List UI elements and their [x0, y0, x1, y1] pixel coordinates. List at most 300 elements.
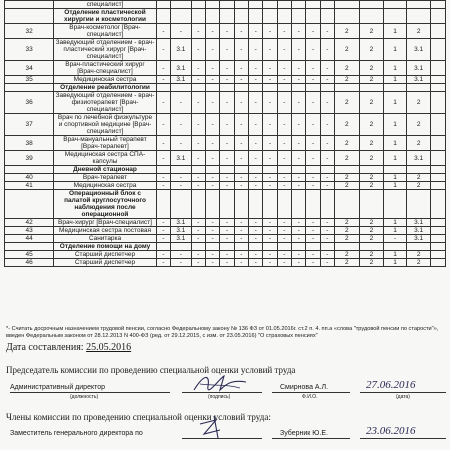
table-cell [191, 190, 205, 219]
table-cell: - [220, 136, 234, 151]
table-cell: - [277, 114, 291, 136]
table-cell: - [292, 114, 306, 136]
table-cell: - [277, 39, 291, 61]
table-cell: - [263, 219, 277, 227]
table-row [5, 182, 446, 190]
table-cell: - [248, 219, 262, 227]
table-cell [220, 9, 234, 24]
table-cell: - [384, 235, 407, 243]
table-cell [431, 235, 446, 243]
row-number: 44 [5, 235, 54, 243]
table-cell: 2 [406, 24, 431, 39]
position-name: Операционный блок с палатой круглосуточного наблюдения после операционной [54, 190, 157, 219]
table-row [5, 251, 446, 259]
table-cell: 2 [359, 114, 384, 136]
section-row [5, 9, 446, 24]
compilation-date [6, 342, 131, 353]
table-cell [191, 9, 205, 24]
table-cell: - [171, 24, 192, 39]
table-cell [384, 1, 407, 9]
position-name: Врач-хирург [Врач-специалист] [54, 219, 157, 227]
table-cell: - [248, 235, 262, 243]
table-cell: - [320, 219, 334, 227]
table-cell [277, 166, 291, 174]
table-cell: - [306, 61, 320, 76]
table-cell [220, 1, 234, 9]
table-row [5, 259, 446, 267]
table-cell: 1 [384, 174, 407, 182]
table-cell: - [234, 235, 248, 243]
table-cell: - [205, 219, 219, 227]
table-cell: - [220, 61, 234, 76]
table-cell [292, 166, 306, 174]
table-cell: - [248, 61, 262, 76]
table-cell: - [292, 251, 306, 259]
table-cell: - [306, 24, 320, 39]
table-cell [191, 1, 205, 9]
table-cell: - [220, 235, 234, 243]
table-cell [191, 243, 205, 251]
section-row [5, 166, 446, 174]
table-row [5, 136, 446, 151]
table-cell: - [156, 259, 170, 267]
table-cell: - [171, 251, 192, 259]
table-cell: - [320, 174, 334, 182]
member-role: Заместитель генерального директора по [10, 430, 143, 437]
table-cell: 2 [335, 151, 360, 166]
row-number: 46 [5, 259, 54, 267]
table-cell: - [156, 61, 170, 76]
table-cell: - [306, 92, 320, 114]
table-cell: - [320, 24, 334, 39]
table-cell: 2 [406, 92, 431, 114]
row-number: 34 [5, 61, 54, 76]
table-cell: 1 [384, 114, 407, 136]
table-cell: - [220, 182, 234, 190]
table-cell: 1 [384, 251, 407, 259]
table-cell: 2 [335, 92, 360, 114]
table-cell: - [191, 76, 205, 84]
table-cell [248, 9, 262, 24]
table-cell: - [205, 39, 219, 61]
table-cell: - [277, 136, 291, 151]
table-cell [320, 243, 334, 251]
table-cell: 2 [359, 136, 384, 151]
table-cell [292, 1, 306, 9]
table-cell: 2 [335, 227, 360, 235]
table-cell: - [292, 92, 306, 114]
table-cell: 1 [384, 259, 407, 267]
table-cell: - [292, 259, 306, 267]
table-cell: - [320, 61, 334, 76]
table-cell: - [156, 136, 170, 151]
table-cell: 3.1 [171, 151, 192, 166]
table-cell: 2 [359, 219, 384, 227]
table-cell: - [220, 114, 234, 136]
table-row [5, 1, 446, 9]
table-cell [320, 9, 334, 24]
chair-signature-row [10, 378, 446, 400]
table-cell: 2 [335, 114, 360, 136]
table-cell: 2 [359, 259, 384, 267]
table-cell: 2 [335, 39, 360, 61]
table-cell: - [306, 182, 320, 190]
table-cell [277, 84, 291, 92]
table-cell: 3.1 [406, 151, 431, 166]
table-cell [320, 84, 334, 92]
table-cell: - [234, 136, 248, 151]
table-cell: 2 [359, 92, 384, 114]
table-cell [171, 190, 192, 219]
table-cell: - [320, 39, 334, 61]
table-cell: - [292, 219, 306, 227]
table-cell: - [292, 235, 306, 243]
chair-name: Смирнова А.Л. [280, 384, 329, 391]
table-cell: 3.1 [406, 39, 431, 61]
row-number: 43 [5, 227, 54, 235]
table-cell [263, 1, 277, 9]
chair-heading: Председатель комиссии по проведению специальной оценки условий труда [6, 365, 296, 375]
table-row [5, 76, 446, 84]
position-name: Отделение реабилитологии [54, 84, 157, 92]
table-cell [335, 1, 360, 9]
table-cell: 2 [359, 24, 384, 39]
table-cell: - [248, 114, 262, 136]
table-cell: 2 [359, 227, 384, 235]
table-cell: 3.1 [406, 235, 431, 243]
footnote: *- Считать досрочным назначением трудовой пенсии, согласно Федеральному закону № 136 ФЗ от 01.05.2016г. ст.2 п. 4. пп.а «слова "трудовой пенсии по старости"», введен Федеральным законом от 28.12.2013 N 400-ФЗ (ред. от 29.12.2015, с изм. от 23.05.2016) "О страховых пенсиях" [6, 326, 439, 339]
row-number: 45 [5, 251, 54, 259]
table-cell [306, 1, 320, 9]
table-cell [306, 243, 320, 251]
table-cell: 2 [335, 174, 360, 182]
table-cell: - [234, 219, 248, 227]
table-cell [335, 9, 360, 24]
table-cell [320, 166, 334, 174]
table-cell [205, 84, 219, 92]
table-cell: - [234, 92, 248, 114]
table-cell [431, 166, 446, 174]
table-cell: - [234, 24, 248, 39]
table-cell [248, 243, 262, 251]
table-cell: 2 [359, 251, 384, 259]
table-cell [431, 227, 446, 235]
table-cell: - [292, 39, 306, 61]
table-row [5, 174, 446, 182]
table-cell: - [205, 259, 219, 267]
table-cell: - [205, 151, 219, 166]
table-cell [234, 243, 248, 251]
table-cell: - [220, 39, 234, 61]
table-cell [431, 151, 446, 166]
sign-caption: (подпись) [208, 394, 231, 400]
table-cell: - [191, 235, 205, 243]
table-cell [335, 243, 360, 251]
table-cell: 2 [359, 151, 384, 166]
date-value: 25.05.2016 [86, 342, 132, 353]
table-cell [248, 84, 262, 92]
table-cell: - [277, 259, 291, 267]
table-cell [220, 243, 234, 251]
table-cell [431, 190, 446, 219]
table-cell: - [277, 251, 291, 259]
table-cell: - [306, 76, 320, 84]
table-cell: 2 [335, 219, 360, 227]
table-cell: 1 [384, 151, 407, 166]
table-cell [306, 9, 320, 24]
table-cell: 2 [335, 61, 360, 76]
table-cell: - [191, 114, 205, 136]
table-cell [431, 76, 446, 84]
table-cell [384, 84, 407, 92]
table-cell: - [156, 174, 170, 182]
table-cell: 2 [335, 24, 360, 39]
table-cell: - [248, 259, 262, 267]
table-cell: - [292, 182, 306, 190]
table-cell: - [263, 136, 277, 151]
table-cell [359, 84, 384, 92]
table-cell: - [277, 174, 291, 182]
table-cell [220, 190, 234, 219]
table-cell [292, 243, 306, 251]
table-cell [384, 243, 407, 251]
table-cell [359, 166, 384, 174]
table-cell: - [156, 182, 170, 190]
table-cell [263, 190, 277, 219]
table-cell: - [277, 182, 291, 190]
table-cell: - [205, 114, 219, 136]
table-cell: - [306, 136, 320, 151]
table-cell: - [205, 61, 219, 76]
table-cell [320, 190, 334, 219]
table-row [5, 227, 446, 235]
table-cell: - [205, 92, 219, 114]
table-cell: - [306, 174, 320, 182]
table-cell: - [306, 219, 320, 227]
position-name: Врач по лечебной физкультуре и спортивной медицине [Врач-специалист] [54, 114, 157, 136]
table-cell [431, 219, 446, 227]
table-cell: - [220, 259, 234, 267]
table-cell: - [234, 39, 248, 61]
table-cell: 3.1 [406, 219, 431, 227]
table-cell [171, 84, 192, 92]
table-cell [156, 9, 170, 24]
table-cell [359, 1, 384, 9]
row-number [5, 1, 54, 9]
row-number: 37 [5, 114, 54, 136]
table-cell: - [320, 251, 334, 259]
table-cell: - [191, 219, 205, 227]
table-cell: - [191, 174, 205, 182]
table-cell: - [320, 136, 334, 151]
table-cell: 3.1 [171, 76, 192, 84]
table-cell: - [248, 76, 262, 84]
position-name: Медицинская сестра [54, 76, 157, 84]
table-cell: - [205, 235, 219, 243]
row-number: 42 [5, 219, 54, 227]
table-cell: - [156, 39, 170, 61]
position-name: Врач-пластический хирург [Врач-специалист] [54, 61, 157, 76]
table-cell: - [306, 39, 320, 61]
table-cell [277, 9, 291, 24]
table-cell: - [292, 151, 306, 166]
date-caption: (дата) [396, 394, 410, 400]
table-cell: - [234, 61, 248, 76]
table-cell [320, 1, 334, 9]
table-cell: - [234, 76, 248, 84]
table-cell: 2 [335, 251, 360, 259]
row-number [5, 190, 54, 219]
table-cell: 1 [384, 219, 407, 227]
table-cell [171, 243, 192, 251]
table-cell: - [156, 151, 170, 166]
chair-signature [190, 372, 250, 396]
table-cell: - [277, 61, 291, 76]
table-cell: - [248, 24, 262, 39]
chair-role: Административный директор [10, 384, 106, 391]
table-cell [292, 190, 306, 219]
table-cell [171, 1, 192, 9]
table-cell: - [248, 92, 262, 114]
table-cell: - [263, 24, 277, 39]
table-cell: - [248, 227, 262, 235]
section-row [5, 243, 446, 251]
table-cell [431, 174, 446, 182]
table-cell: - [263, 182, 277, 190]
table-cell [406, 243, 431, 251]
table-cell [205, 1, 219, 9]
table-cell: - [277, 151, 291, 166]
table-cell: - [220, 227, 234, 235]
table-cell [205, 166, 219, 174]
table-cell: 3.1 [171, 227, 192, 235]
table-cell: 1 [384, 92, 407, 114]
table-row [5, 219, 446, 227]
table-cell [306, 190, 320, 219]
table-cell: 3.1 [171, 235, 192, 243]
table-cell [263, 166, 277, 174]
table-cell: - [156, 92, 170, 114]
table-cell: - [306, 251, 320, 259]
table-cell: 2 [406, 259, 431, 267]
table-cell [431, 92, 446, 114]
section-row [5, 84, 446, 92]
table-cell [384, 190, 407, 219]
table-cell: - [292, 76, 306, 84]
table-cell: 2 [335, 76, 360, 84]
table-cell: - [234, 259, 248, 267]
row-number [5, 9, 54, 24]
table-cell [431, 1, 446, 9]
table-cell: 1 [384, 39, 407, 61]
table-cell: - [277, 227, 291, 235]
table-cell: - [306, 114, 320, 136]
table-cell: - [234, 251, 248, 259]
table-cell: - [220, 219, 234, 227]
table-cell: - [156, 114, 170, 136]
table-cell: - [205, 227, 219, 235]
table-cell: - [263, 114, 277, 136]
table-cell: 1 [384, 24, 407, 39]
table-cell: 1 [384, 76, 407, 84]
table-cell: - [171, 182, 192, 190]
table-cell: 2 [406, 136, 431, 151]
table-cell [406, 84, 431, 92]
table-cell: 3.1 [171, 61, 192, 76]
table-cell: - [156, 76, 170, 84]
table-cell [431, 84, 446, 92]
table-cell: - [292, 174, 306, 182]
row-number: 33 [5, 39, 54, 61]
position-name: Врач-мануальный терапевт [Врач-терапевт] [54, 136, 157, 151]
table-cell [431, 251, 446, 259]
table-cell: - [277, 76, 291, 84]
table-cell: - [263, 259, 277, 267]
table-cell: - [205, 76, 219, 84]
table-cell: - [306, 227, 320, 235]
table-cell [220, 166, 234, 174]
table-cell [292, 84, 306, 92]
table-cell: - [320, 114, 334, 136]
table-cell: - [248, 251, 262, 259]
position-name: Отделение помощи на дому [54, 243, 157, 251]
table-cell: - [171, 174, 192, 182]
table-cell [205, 243, 219, 251]
table-cell [277, 243, 291, 251]
table-cell: 3.1 [406, 227, 431, 235]
table-cell: - [234, 114, 248, 136]
table-cell: 3.1 [406, 76, 431, 84]
table-cell: - [248, 151, 262, 166]
table-cell [431, 24, 446, 39]
table-cell: - [156, 24, 170, 39]
table-cell: - [306, 259, 320, 267]
table-cell: - [277, 92, 291, 114]
table-cell: - [191, 24, 205, 39]
date-label: Дата составления: [6, 342, 84, 353]
position-name: Врач-косметолог [Врач-специалист] [54, 24, 157, 39]
table-cell: - [320, 259, 334, 267]
table-cell [431, 61, 446, 76]
table-cell: - [263, 92, 277, 114]
table-cell [156, 84, 170, 92]
table-cell: - [292, 136, 306, 151]
table-cell: - [156, 235, 170, 243]
table-cell: - [248, 39, 262, 61]
table-cell: - [320, 235, 334, 243]
table-cell: - [277, 24, 291, 39]
table-cell: - [234, 227, 248, 235]
table-cell [431, 259, 446, 267]
table-cell: - [292, 24, 306, 39]
position-name: Медицинская сестра [54, 182, 157, 190]
table-cell: - [171, 259, 192, 267]
member-name: Зуберник Ю.Е. [280, 430, 328, 437]
table-cell: 2 [406, 182, 431, 190]
table-cell: - [263, 235, 277, 243]
table-cell: - [263, 61, 277, 76]
table-cell: 1 [384, 182, 407, 190]
table-cell: - [320, 227, 334, 235]
table-cell: - [205, 174, 219, 182]
table-cell: 2 [335, 259, 360, 267]
table-row [5, 92, 446, 114]
table-cell [263, 84, 277, 92]
table-cell [248, 166, 262, 174]
row-number [5, 84, 54, 92]
table-cell: - [156, 251, 170, 259]
table-cell: 1 [384, 61, 407, 76]
